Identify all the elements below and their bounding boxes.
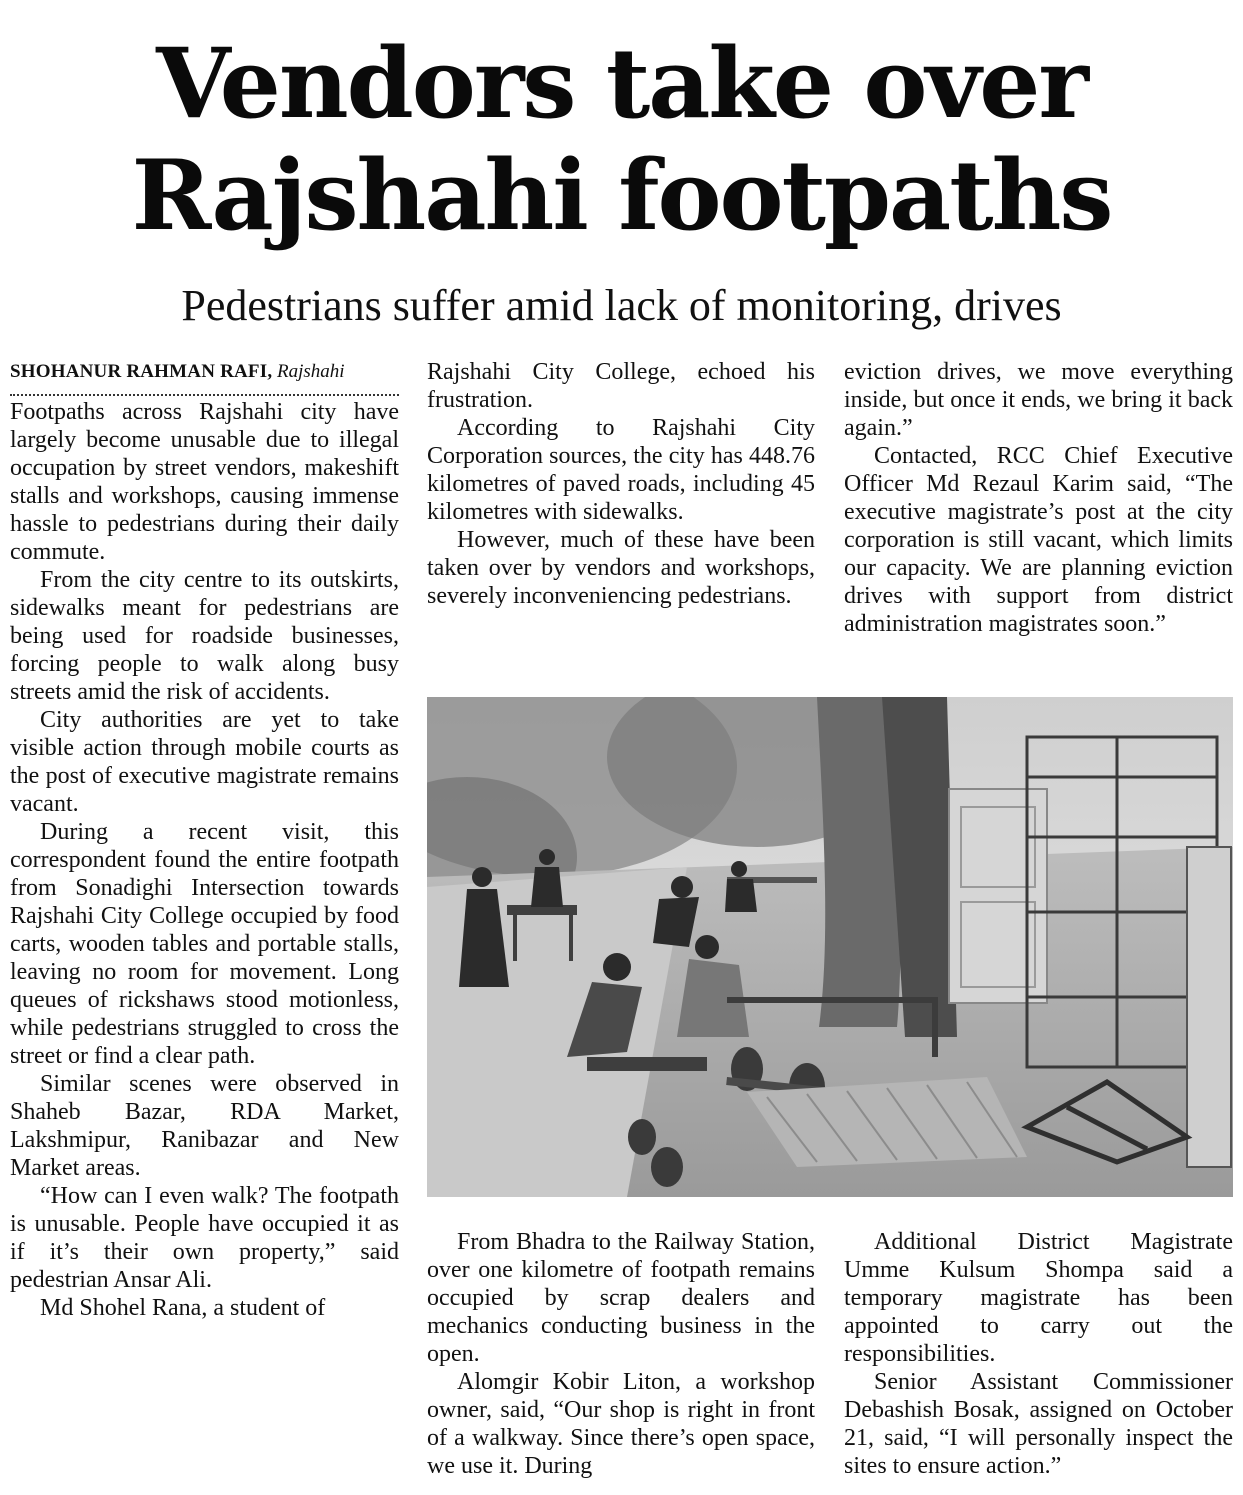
byline-location: Rajshahi (277, 361, 345, 382)
column-3-bottom (844, 1228, 1233, 1480)
byline-name: SHOHANUR RAHMAN RAFI, (10, 361, 273, 382)
paragraph: Footpaths across Rajshahi city have largely become unusable due to illegal occupation by street vendors, makeshift stalls and workshops, causing immense hassle to pedestrians during their daily commute. (10, 399, 399, 565)
column-3-top (844, 358, 1233, 638)
headline (0, 28, 1243, 252)
headline-line-1: Vendors take over (156, 27, 1087, 140)
paragraph: Alomgir Kobir Liton, a workshop owner, said, “Our shop is right in front of a walkway. Since there’s open space, we use it. During (427, 1369, 815, 1479)
paragraph: Contacted, RCC Chief Executive Officer Md Rezaul Karim said, “The executive magistrate’s post at the city corporation is still vacant, which limits our capacity. We are planning eviction drives with support from district administration magistrates soon.” (844, 443, 1233, 637)
paragraph: From the city centre to its outskirts, sidewalks meant for pedestrians are being used for roadside businesses, forcing people to walk along busy streets amid the risk of accidents. (10, 567, 399, 705)
paragraph: However, much of these have been taken over by vendors and workshops, severely inconveniencing pedestrians. (427, 527, 815, 609)
subheadline: Pedestrians suffer amid lack of monitoring, drives (181, 281, 1062, 330)
paragraph: During a recent visit, this correspondent found the entire footpath from Sonadighi Intersection towards Rajshahi City College occupied by food carts, wooden tables and portable stalls, leaving no room for movement. Long queues of rickshaws stood motionless, while pedestrians struggled to cross the street or find a clear path. (10, 819, 399, 1069)
paragraph: City authorities are yet to take visible action through mobile courts as the post of executive magistrate remains vacant. (10, 707, 399, 817)
byline (10, 358, 399, 396)
paragraph: Rajshahi City College, echoed his frustration. (427, 359, 815, 413)
photo-street-vendors-footpath (427, 697, 1233, 1197)
paragraph: eviction drives, we move everything inside, but once it ends, we bring it back again.” (844, 359, 1233, 441)
paragraph: Similar scenes were observed in Shaheb Bazar, RDA Market, Lakshmipur, Ranibazar and New Market areas. (10, 1071, 399, 1181)
column-2-bottom (427, 1228, 815, 1480)
paragraph: Md Shohel Rana, a student of (40, 1295, 326, 1321)
paragraph: From Bhadra to the Railway Station, over one kilometre of footpath remains occupied by scrap dealers and mechanics conducting business in the open. (427, 1229, 815, 1367)
column-2-top (427, 358, 815, 610)
column-1 (10, 358, 399, 1322)
paragraph: Senior Assistant Commissioner Debashish Bosak, assigned on October 21, said, “I will personally inspect the sites to ensure action.” (844, 1369, 1233, 1479)
paragraph: “How can I even walk? The footpath is unusable. People have occupied it as if it’s their own property,” said pedestrian Ansar Ali. (10, 1183, 399, 1293)
paragraph: According to Rajshahi City Corporation sources, the city has 448.76 kilometres of paved roads, including 45 kilometres with sidewalks. (427, 415, 815, 525)
paragraph: Additional District Magistrate Umme Kulsum Shompa said a temporary magistrate has been appointed to carry out the responsibilities. (844, 1229, 1233, 1367)
headline-line-2: Rajshahi footpaths (131, 139, 1112, 252)
news-photo (427, 697, 1233, 1197)
